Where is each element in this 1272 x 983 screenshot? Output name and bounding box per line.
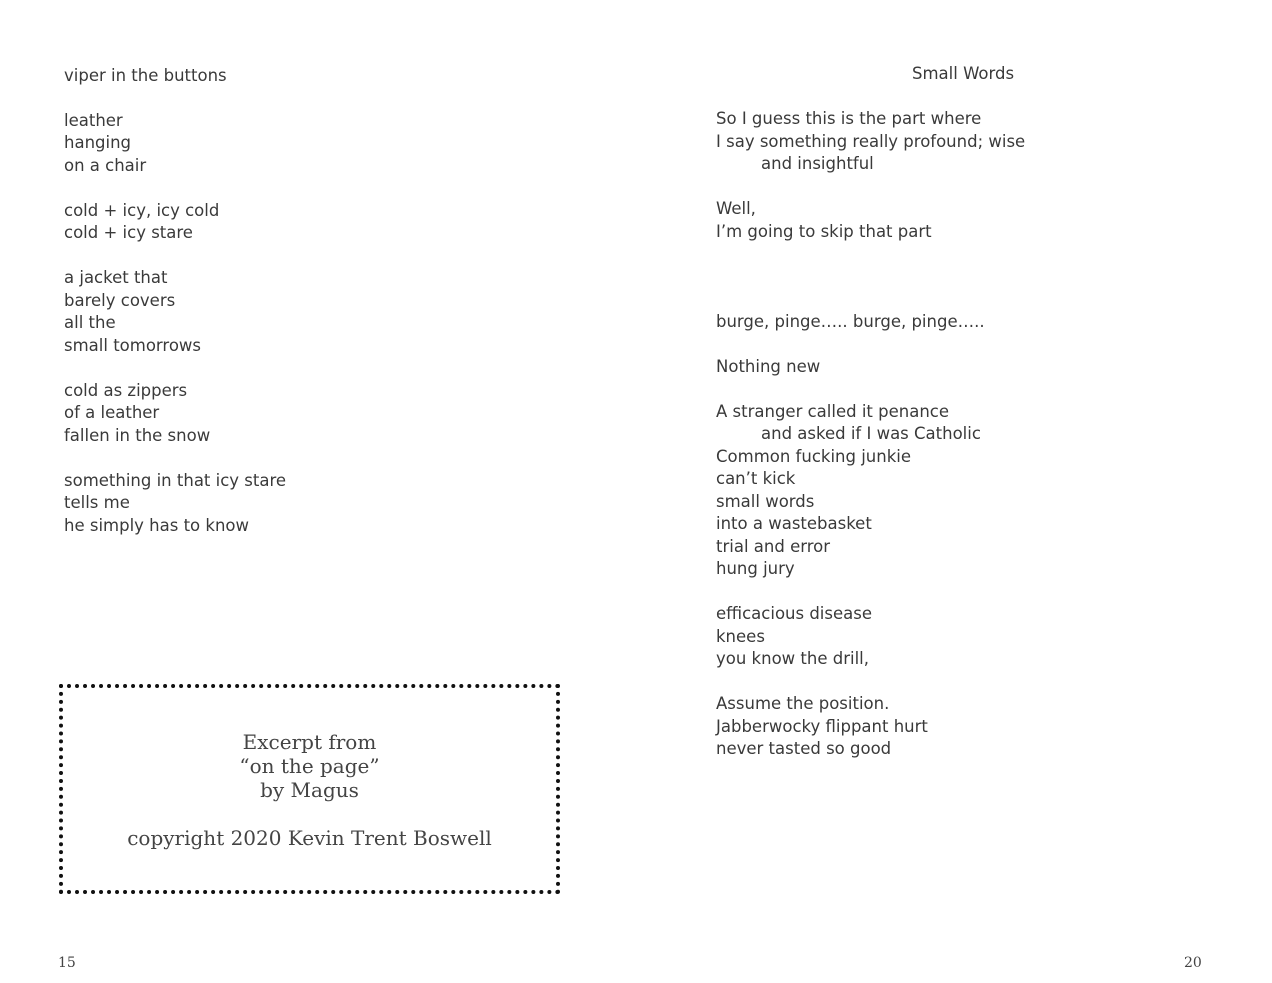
poem-line: you know the drill,: [716, 649, 869, 668]
poem-line: efficacious disease: [716, 604, 873, 623]
poem-line: cold + icy stare: [64, 223, 193, 242]
poem-line: burge, pinge….. burge, pinge…..: [716, 312, 985, 331]
poem-line: small tomorrows: [64, 336, 202, 355]
poem-line: and asked if I was Catholic: [761, 424, 981, 443]
poem-line: all the: [64, 313, 116, 332]
poem-line: something in that icy stare: [64, 471, 287, 490]
poem-line: into a wastebasket: [716, 514, 872, 533]
poem-line: a jacket that: [64, 268, 168, 287]
poem-line: hanging: [64, 133, 132, 152]
excerpt-author: by Magus: [260, 778, 359, 802]
poem-line: cold + icy, icy cold: [64, 201, 220, 220]
page-number-right: 20: [1184, 955, 1202, 971]
poem-title: Small Words: [912, 64, 1015, 83]
poem-line: Well,: [716, 199, 756, 218]
poem-line: So I guess this is the part where: [716, 109, 982, 128]
poem-line: fallen in the snow: [64, 426, 211, 445]
poem-line: and insightful: [761, 154, 874, 173]
poem-line: viper in the buttons: [64, 66, 227, 85]
excerpt-book-title: “on the page”: [239, 754, 380, 778]
poem-line: small words: [716, 492, 815, 511]
excerpt-heading: Excerpt from: [242, 730, 377, 754]
excerpt-copyright: copyright 2020 Kevin Trent Boswell: [127, 826, 492, 850]
excerpt-box: [59, 684, 560, 894]
poem-line: of a leather: [64, 403, 160, 422]
poem-line: hung jury: [716, 559, 795, 578]
poem-line: on a chair: [64, 156, 147, 175]
poem-line: trial and error: [716, 537, 831, 556]
poem-line: knees: [716, 627, 765, 646]
poem-line: Assume the position.: [716, 694, 890, 713]
poem-line: Jabberwocky flippant hurt: [716, 717, 928, 736]
poem-line: can’t kick: [716, 469, 796, 488]
poem-line: he simply has to know: [64, 516, 249, 535]
poem-line: I’m going to skip that part: [716, 222, 932, 241]
poem-line: tells me: [64, 493, 130, 512]
poem-line: Nothing new: [716, 357, 821, 376]
page-number-left: 15: [58, 955, 76, 971]
poem-line: barely covers: [64, 291, 176, 310]
poem-line: never tasted so good: [716, 739, 892, 758]
poem-line: leather: [64, 111, 123, 130]
poem-line: cold as zippers: [64, 381, 188, 400]
poem-line: Common fucking junkie: [716, 447, 912, 466]
poem-line: A stranger called it penance: [716, 402, 949, 421]
poem-line: I say something really profound; wise: [716, 132, 1026, 151]
